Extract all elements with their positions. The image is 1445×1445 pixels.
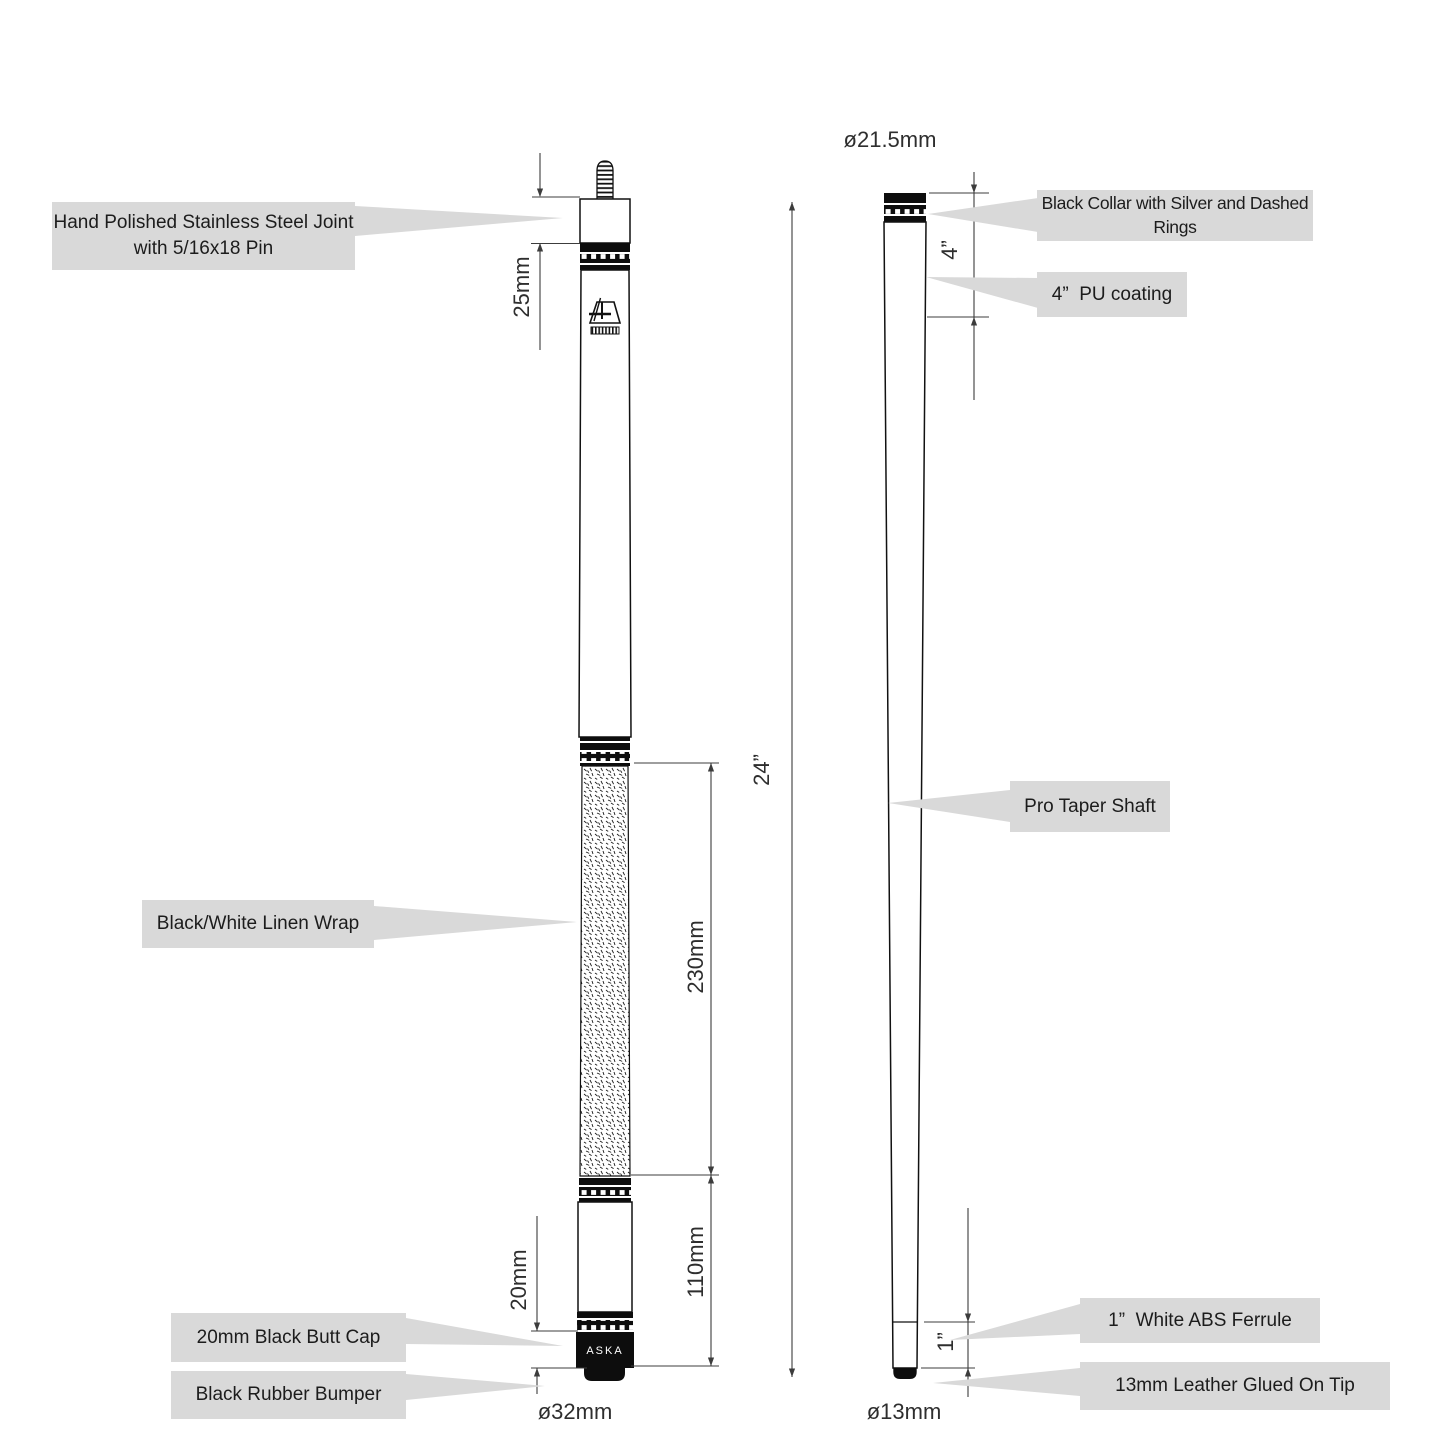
shaft-body <box>884 222 926 1368</box>
callout-bumper-text: Black Rubber Bumper <box>195 1384 382 1406</box>
dim-cap-length: 20mm <box>506 1249 531 1311</box>
callout-bumper <box>171 1371 406 1419</box>
callout-joint-line1: Hand Polished Stainless Steel Joint <box>53 212 354 234</box>
dim-shaft-diameter: ø21.5mm <box>843 127 937 152</box>
dim-sleeve-length: 110mm <box>683 1226 708 1298</box>
pointer-joint <box>355 206 563 236</box>
callout-pu-coating-text: 4” PU coating <box>1051 283 1173 305</box>
rubber-bumper <box>584 1368 625 1381</box>
callout-wrap <box>142 900 374 948</box>
callout-butt-cap <box>171 1313 406 1362</box>
linen-wrap <box>580 766 630 1176</box>
callout-pro-taper <box>1010 781 1170 832</box>
dim-tip-diameter: ø13mm <box>866 1399 942 1424</box>
callout-pu-coating <box>1037 272 1187 317</box>
pointer-tip <box>933 1368 1080 1396</box>
dim-wrap-length: 230mm <box>683 920 708 994</box>
joint-ring-set <box>580 243 630 270</box>
leather-tip <box>893 1368 916 1379</box>
shaft-cue-drawing <box>884 193 926 1379</box>
callout-tip <box>1080 1362 1390 1410</box>
callout-wrap-text: Black/White Linen Wrap <box>156 913 360 935</box>
dim-joint-length: 25mm <box>509 256 534 318</box>
pointer-collar <box>928 198 1038 232</box>
dim-ferrule-length: 1” <box>933 1332 958 1352</box>
callout-tip-text: 13mm Leather Glued On Tip <box>1115 1375 1355 1397</box>
pointer-wrap <box>374 906 577 940</box>
callout-pointers <box>355 198 1080 1400</box>
butt-cap-brand-text: ASKA <box>586 1345 624 1357</box>
cap-ring-set <box>577 1312 633 1330</box>
dim-pu-length: 4” <box>937 240 962 260</box>
dim-butt-diameter: ø32mm <box>537 1399 613 1424</box>
callout-ferrule <box>1080 1298 1320 1343</box>
joint-pin <box>597 161 613 199</box>
pointer-butt-cap <box>406 1318 563 1346</box>
dim-shaft-length: 24” <box>749 754 774 786</box>
butt-cue-drawing <box>576 161 634 1381</box>
callout-joint-line2: with 5/16x18 Pin <box>133 238 274 259</box>
callout-joint <box>52 202 355 270</box>
pointer-bumper <box>406 1374 545 1400</box>
steel-joint-collar <box>580 199 630 243</box>
shaft-collar-ring-set <box>884 193 926 222</box>
callout-collar-text: Black Collar with Silver and Dashed Rings <box>1041 192 1313 237</box>
wrap-bottom-ring-set <box>579 1178 631 1202</box>
callout-butt-cap-text: 20mm Black Butt Cap <box>196 1326 381 1348</box>
butt-sleeve <box>578 1202 632 1312</box>
callout-pro-taper-text: Pro Taper Shaft <box>1024 795 1156 817</box>
callout-collar <box>1037 190 1313 241</box>
wrap-top-ring-set <box>580 737 630 766</box>
pointer-pu-coating <box>926 277 1038 308</box>
forearm <box>579 270 631 737</box>
callout-ferrule-text: 1” White ABS Ferrule <box>1108 1309 1292 1331</box>
